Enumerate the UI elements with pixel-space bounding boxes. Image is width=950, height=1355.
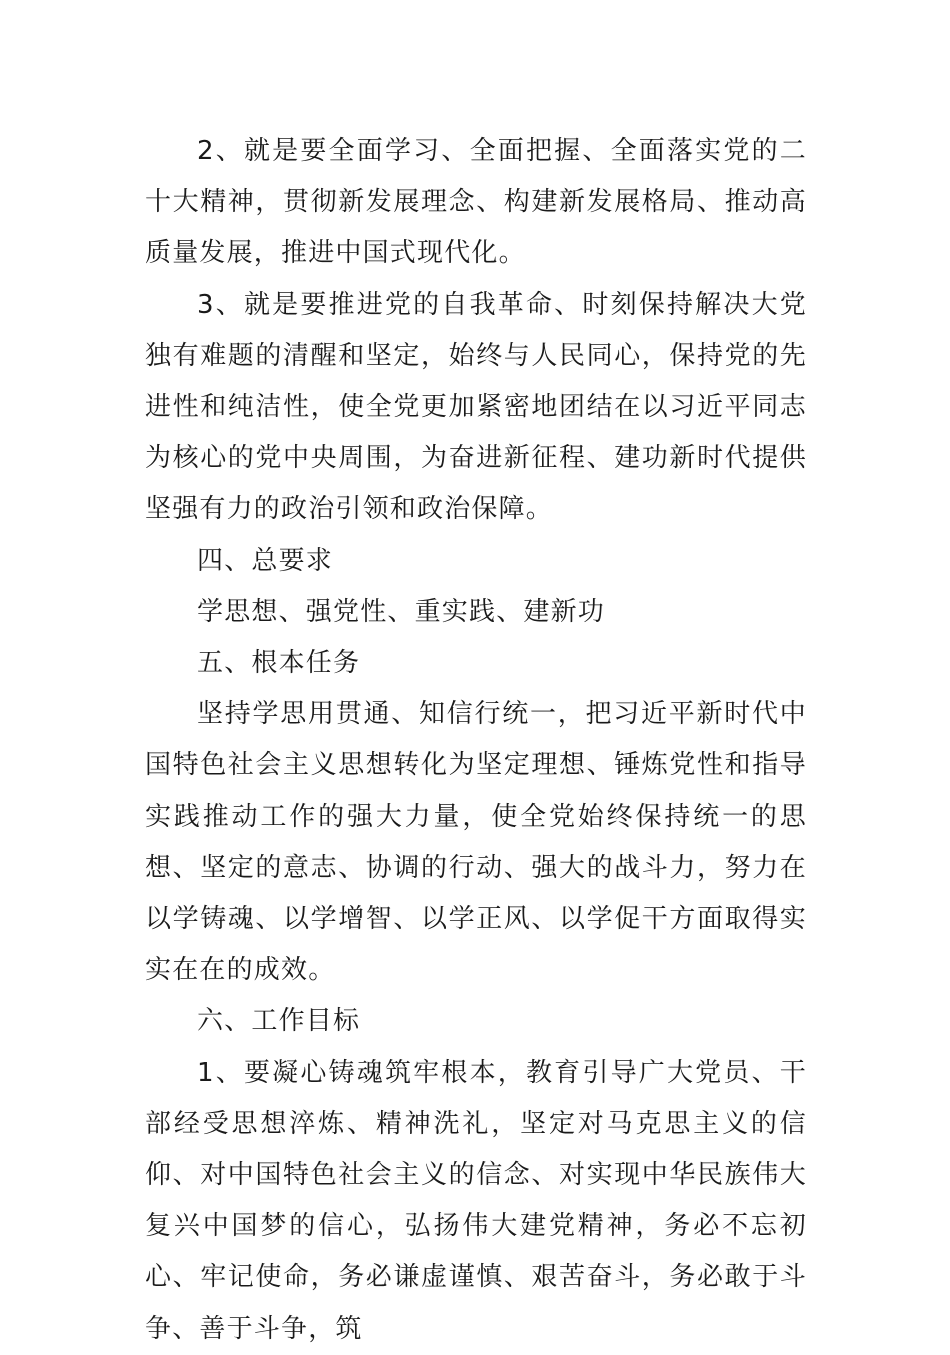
heading-general-requirements: 四、总要求 [197,545,334,576]
paragraph-point-3: 3、就是要推进党的自我革命、时刻保持解决大党独有难题的清醒和坚定，始终与人民同心，保持党的先进性和纯洁性，使全党更加紧密地团结在以习近平同志为核心的党中央周围，为奋进新征程、建功新时代提供坚强有力的政治引领和政治保障。 [145,289,807,525]
heading-work-objectives: 六、工作目标 [197,1006,361,1037]
paragraph-objective-1: 1、要凝心铸魂筑牢根本，教育引导广大党员、干部经受思想淬炼、精神洗礼，坚定对马克思主义的信仰、对中国特色社会主义的信念、对实现中华民族伟大复兴中国梦的信心，弘扬伟大建党精神，务必不忘初心、牢记使命，务必谦虚谨慎、艰苦奋斗，务必敢于斗争、善于斗争，筑 [145,1057,807,1344]
paragraph-fundamental-task: 坚持学思用贯通、知信行统一，把习近平新时代中国特色社会主义思想转化为坚定理想、锤炼党性和指导实践推动工作的强大力量，使全党始终保持统一的思想、坚定的意志、协调的行动、强大的战斗力，努力在以学铸魂、以学增智、以学正风、以学促干方面取得实实在在的成效。 [145,699,807,986]
paragraph-point-2: 2、就是要全面学习、全面把握、全面落实党的二十大精神，贯彻新发展理念、构建新发展格局、推动高质量发展，推进中国式现代化。 [145,136,807,269]
paragraph-general-requirements: 学思想、强党性、重实践、建新功 [197,596,606,627]
document-body [145,126,807,1355]
heading-fundamental-task: 五、根本任务 [197,648,361,679]
